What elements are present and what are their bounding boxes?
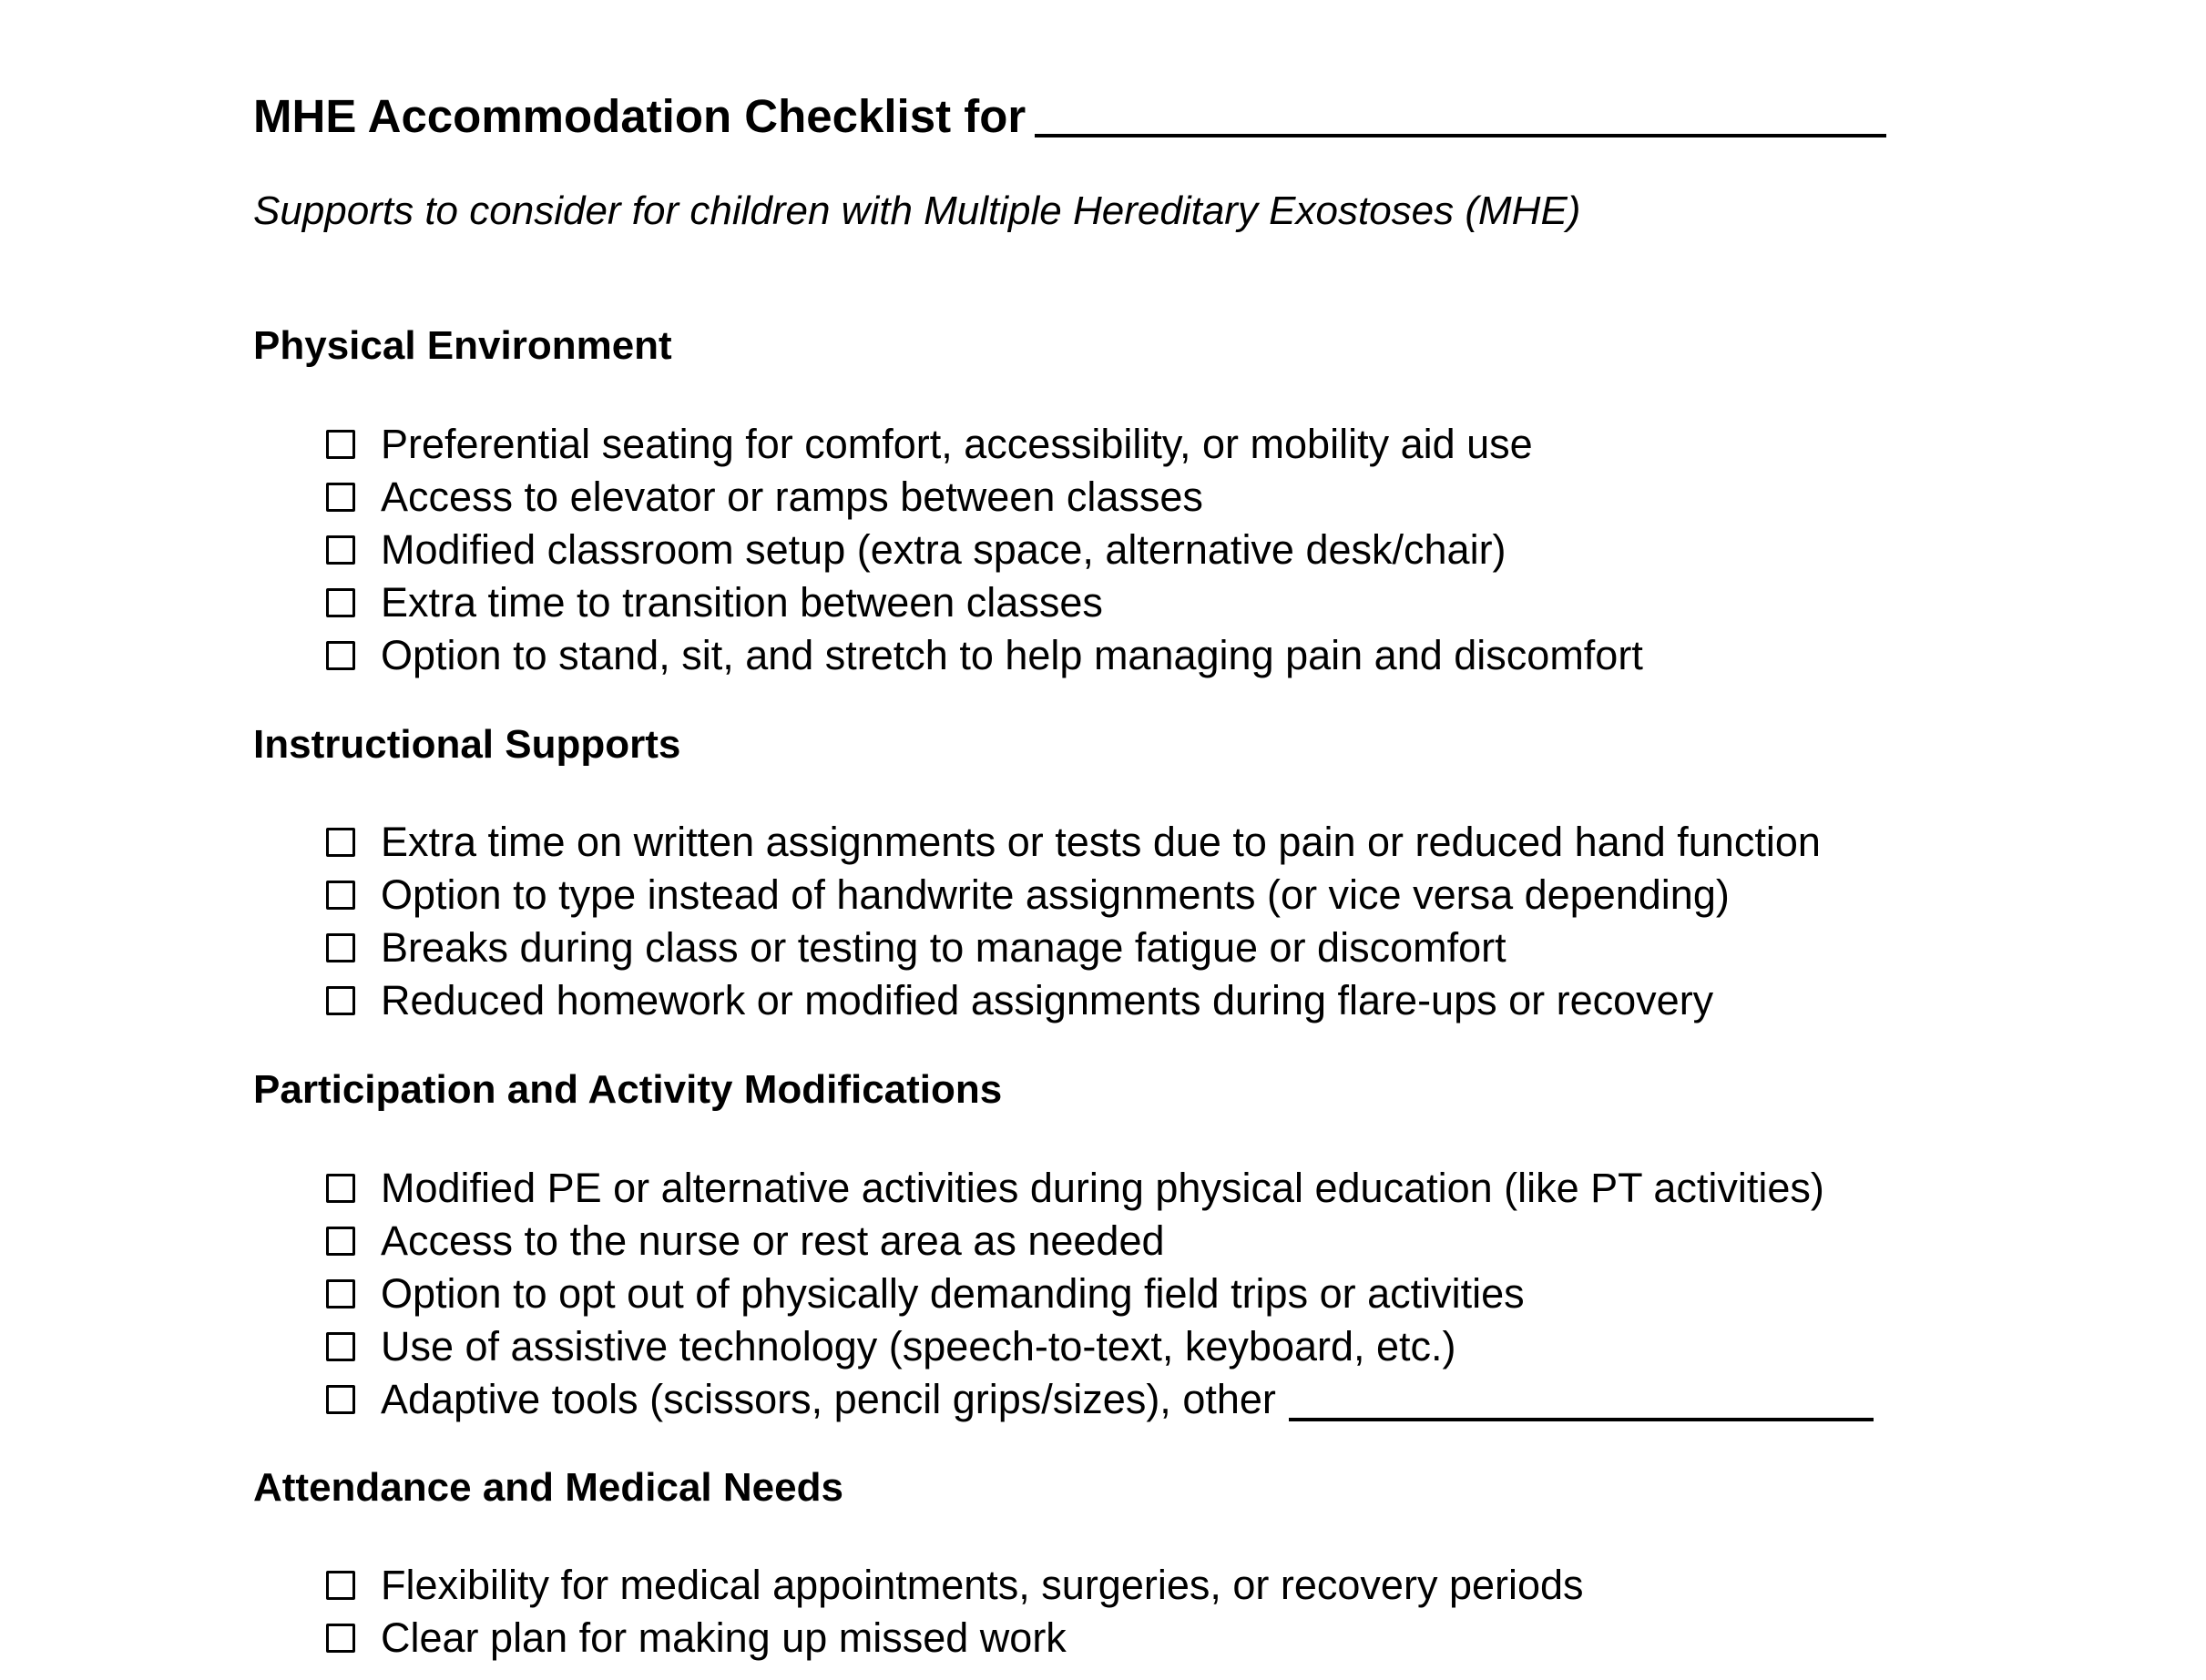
- item-label: Access to elevator or ramps between classes: [381, 473, 1203, 520]
- item-label: Use of assistive technology (speech-to-text, keyboard, etc.): [381, 1323, 1456, 1369]
- list-item[interactable]: [326, 1320, 1874, 1373]
- checkbox[interactable]: [326, 430, 355, 459]
- item-label: Adaptive tools (scissors, pencil grips/sizes), other: [381, 1376, 1276, 1422]
- list-item[interactable]: [326, 1612, 1584, 1665]
- item-label: Option to opt out of physically demanding field trips or activities: [381, 1270, 1525, 1317]
- document-title: [253, 84, 1886, 149]
- list-item[interactable]: [326, 816, 1821, 869]
- checkbox[interactable]: [326, 828, 355, 857]
- section-heading-attendance-medical: Attendance and Medical Needs: [253, 1465, 843, 1510]
- item-label: Preferential seating for comfort, accessibility, or mobility aid use: [381, 421, 1533, 467]
- item-label: Breaks during class or testing to manage fatigue or discomfort: [381, 924, 1506, 971]
- checkbox[interactable]: [326, 986, 355, 1015]
- name-blank-line[interactable]: [1035, 88, 1886, 137]
- section-heading-instructional-supports: Instructional Supports: [253, 722, 681, 767]
- checkbox[interactable]: [326, 1385, 355, 1414]
- list-item[interactable]: [326, 921, 1821, 974]
- item-label: Modified classroom setup (extra space, alternative desk/chair): [381, 526, 1506, 573]
- item-label: Access to the nurse or rest area as needed: [381, 1217, 1165, 1264]
- list-item[interactable]: [326, 1268, 1874, 1320]
- list-item[interactable]: [326, 1162, 1874, 1215]
- list-item[interactable]: [326, 524, 1643, 576]
- instructional-supports-list: [326, 816, 1821, 1027]
- checkbox[interactable]: [326, 881, 355, 910]
- checklist-document: [253, 0, 2038, 1680]
- item-label: Extra time to transition between classes: [381, 579, 1103, 626]
- checkbox[interactable]: [326, 1227, 355, 1256]
- item-label: Clear plan for making up missed work: [381, 1614, 1067, 1661]
- checkbox[interactable]: [326, 588, 355, 617]
- checkbox[interactable]: [326, 1332, 355, 1361]
- checkbox[interactable]: [326, 483, 355, 512]
- item-label: Option to type instead of handwrite assignments (or vice versa depending): [381, 871, 1730, 918]
- list-item[interactable]: [326, 974, 1821, 1027]
- list-item[interactable]: [326, 1373, 1874, 1426]
- item-label: Extra time on written assignments or tests due to pain or reduced hand function: [381, 819, 1821, 865]
- item-label: Reduced homework or modified assignments during flare-ups or recovery: [381, 977, 1714, 1023]
- attendance-medical-list: [326, 1559, 1584, 1665]
- section-heading-participation-activity: Participation and Activity Modifications: [253, 1067, 1003, 1112]
- checkbox[interactable]: [326, 641, 355, 670]
- checkbox[interactable]: [326, 535, 355, 565]
- item-label: Option to stand, sit, and stretch to help managing pain and discomfort: [381, 632, 1643, 678]
- list-item[interactable]: [326, 629, 1643, 682]
- section-heading-physical-environment: Physical Environment: [253, 323, 672, 368]
- list-item[interactable]: [326, 869, 1821, 921]
- list-item[interactable]: [326, 418, 1643, 471]
- list-item[interactable]: [326, 471, 1643, 524]
- physical-environment-list: [326, 418, 1643, 682]
- list-item[interactable]: [326, 576, 1643, 629]
- item-label: Flexibility for medical appointments, surgeries, or recovery periods: [381, 1562, 1584, 1608]
- list-item[interactable]: [326, 1215, 1874, 1268]
- document-title-text: MHE Accommodation Checklist for: [253, 90, 1026, 142]
- list-item[interactable]: [326, 1559, 1584, 1612]
- item-label: Modified PE or alternative activities during physical education (like PT activities): [381, 1165, 1824, 1211]
- checkbox[interactable]: [326, 1571, 355, 1600]
- checkbox[interactable]: [326, 1174, 355, 1203]
- checkbox[interactable]: [326, 1624, 355, 1653]
- checkbox[interactable]: [326, 1279, 355, 1308]
- document-subtitle: Supports to consider for children with Multiple Hereditary Exostoses (MHE): [253, 188, 1581, 233]
- other-blank-line[interactable]: [1289, 1378, 1874, 1421]
- participation-activity-list: [326, 1162, 1874, 1426]
- checkbox[interactable]: [326, 933, 355, 962]
